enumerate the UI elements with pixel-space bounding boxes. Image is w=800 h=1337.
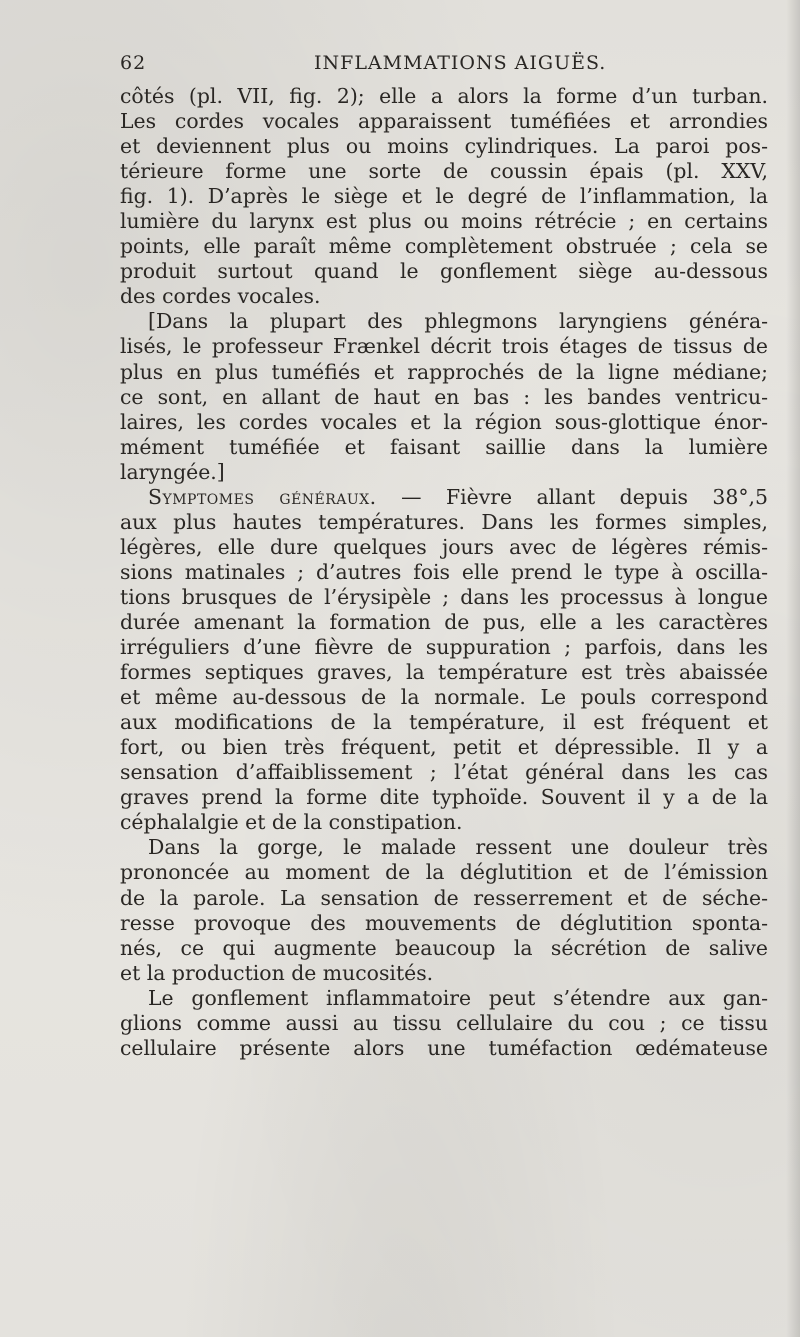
page-edge-shadow: [786, 0, 800, 1337]
text-line: glions comme aussi au tissu cellulaire du cou ; ce tissu: [120, 1010, 768, 1035]
text-line: térieure forme une sorte de coussin épais (pl. XXV,: [120, 159, 768, 184]
text-line: ce sont, en allant de haut en bas : les bandes ventricu-: [120, 384, 768, 409]
text-line: légères, elle dure quelques jours avec de légères rémis-: [120, 534, 768, 559]
text-line: sions matinales ; d’autres fois elle prend le type à oscilla-: [120, 559, 768, 584]
text-line: graves prend la forme dite typhoïde. Souvent il y a de la: [120, 785, 768, 810]
text-line: de la parole. La sensation de resserrement et de séche-: [120, 885, 768, 910]
text-line: laires, les cordes vocales et la région sous-glottique énor-: [120, 409, 768, 434]
text-line: et même au-dessous de la normale. Le pouls correspond: [120, 685, 768, 710]
text-line: des cordes vocales.: [120, 284, 321, 309]
text-line: côtés (pl. VII, fig. 2); elle a alors la forme d’un turban.: [120, 84, 768, 108]
text-line: laryngée.]: [120, 459, 225, 484]
text-line: tions brusques de l’érysipèle ; dans les processus à longue: [120, 584, 768, 609]
text-line: sensation d’affaiblissement ; l’état général dans les cas: [120, 760, 768, 785]
text-line: points, elle paraît même complètement obstruée ; cela se: [120, 234, 768, 259]
text-line: prononcée au moment de la déglutition et de l’émission: [120, 860, 768, 885]
text-line: formes septiques graves, la température est très abaissée: [120, 660, 768, 685]
text-line: [Dans la plupart des phlegmons laryngiens généra-: [148, 309, 768, 334]
text-line: nés, ce qui augmente beaucoup la sécrétion de salive: [120, 935, 768, 960]
page-header: [120, 52, 660, 82]
text-line: irréguliers d’une fièvre de suppuration ; parfois, dans les: [120, 635, 768, 660]
text-line: cellulaire présente alors une tuméfaction œdémateuse: [120, 1035, 768, 1060]
text-line: lumière du larynx est plus ou moins rétrécie ; en certains: [120, 209, 768, 234]
body-text: [120, 84, 768, 1061]
text-line: lisés, le professeur Frænkel décrit trois étages de tissus de: [120, 334, 768, 359]
text-line: fort, ou bien très fréquent, petit et dépressible. Il y a: [120, 735, 768, 760]
text-line: Les cordes vocales apparaissent tuméfiées et arrondies: [120, 109, 768, 134]
section-heading-line: Symptomes généraux. — Fièvre allant depuis 38°,5: [148, 484, 768, 509]
text-line: plus en plus tuméfiés et rapprochés de la ligne médiane;: [120, 359, 768, 384]
text-line: aux plus hautes températures. Dans les formes simples,: [120, 509, 768, 534]
page-number: 62: [120, 52, 147, 74]
text-line: mément tuméfiée et faisant saillie dans la lumière: [120, 434, 768, 459]
text-line: Le gonflement inflammatoire peut s’étendre aux gan-: [148, 985, 768, 1010]
text-line: et deviennent plus ou moins cylindriques. La paroi pos-: [120, 134, 768, 159]
text-line: durée amenant la formation de pus, elle a les caractères: [120, 609, 768, 634]
text-line: fig. 1). D’après le siège et le degré de l’inflammation, la: [120, 184, 768, 209]
text-line: produit surtout quand le gonflement siège au-dessous: [120, 259, 768, 284]
text-line: resse provoque des mouvements de déglutition sponta-: [120, 910, 768, 935]
text-line: Dans la gorge, le malade ressent une douleur très: [148, 835, 768, 860]
text-line: aux modifications de la température, il est fréquent et: [120, 710, 768, 735]
running-title: INFLAMMATIONS AIGUËS.: [314, 52, 607, 74]
text-line: céphalalgie et de la constipation.: [120, 810, 463, 835]
text-line: et la production de mucosités.: [120, 960, 434, 985]
section-heading: Symptomes généraux.: [148, 484, 377, 509]
